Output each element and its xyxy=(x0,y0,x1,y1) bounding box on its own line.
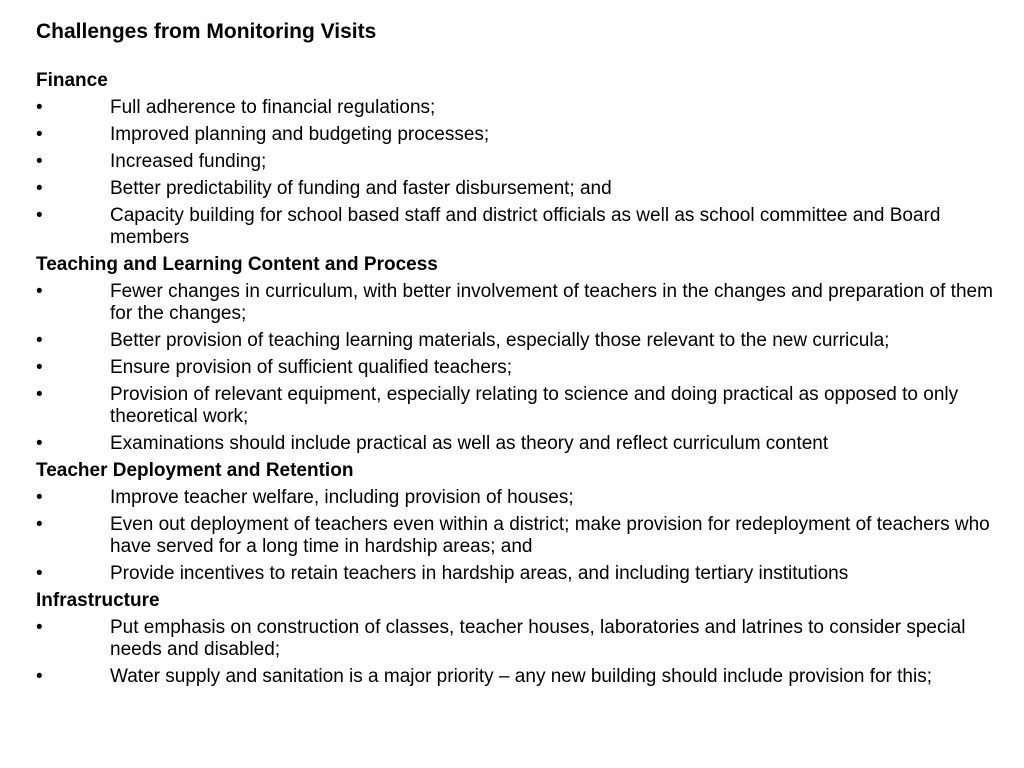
list-item-text: Full adherence to financial regulations; xyxy=(110,97,436,118)
section-heading: Finance xyxy=(36,70,108,91)
list-item xyxy=(36,563,996,585)
list-item xyxy=(36,514,996,558)
list-item xyxy=(36,178,996,200)
bullet-icon: • xyxy=(36,151,43,172)
list-item xyxy=(36,97,996,119)
bullet-icon: • xyxy=(36,384,43,405)
list-item-text: Examinations should include practical as well as theory and reflect curriculum content xyxy=(110,433,829,454)
bullet-list xyxy=(36,617,996,688)
list-item xyxy=(36,666,996,688)
list-item xyxy=(36,124,996,146)
section xyxy=(36,70,996,249)
list-item-text: Provide incentives to retain teachers in hardship areas, and including tertiary institutions xyxy=(110,563,849,584)
section xyxy=(36,590,996,688)
list-item xyxy=(36,384,996,428)
list-item-text: Fewer changes in curriculum, with better involvement of teachers in the changes and preparation of them for the changes; xyxy=(110,281,993,324)
bullet-list xyxy=(36,281,996,455)
bullet-icon: • xyxy=(36,357,43,378)
bullet-icon: • xyxy=(36,563,43,584)
bullet-list xyxy=(36,97,996,249)
list-item-text: Increased funding; xyxy=(110,151,267,172)
list-item xyxy=(36,281,996,325)
list-item-text: Capacity building for school based staff and district officials as well as school committee and Board members xyxy=(110,205,941,248)
list-item-text: Better predictability of funding and faster disbursement; and xyxy=(110,178,612,199)
bullet-icon: • xyxy=(36,487,43,508)
list-item-text: Better provision of teaching learning materials, especially those relevant to the new curricula; xyxy=(110,330,890,351)
bullet-list xyxy=(36,487,996,585)
list-item-text: Ensure provision of sufficient qualified teachers; xyxy=(110,357,513,378)
page-title: Challenges from Monitoring Visits xyxy=(36,20,377,43)
list-item-text: Improve teacher welfare, including provision of houses; xyxy=(110,487,574,508)
sections-container xyxy=(36,70,996,688)
list-item xyxy=(36,357,996,379)
list-item-text: Improved planning and budgeting processes; xyxy=(110,124,490,145)
list-item xyxy=(36,487,996,509)
list-item xyxy=(36,151,996,173)
bullet-icon: • xyxy=(36,124,43,145)
bullet-icon: • xyxy=(36,666,43,687)
section xyxy=(36,254,996,455)
list-item-text: Put emphasis on construction of classes, teacher houses, laboratories and latrines to consider special needs and disabled; xyxy=(110,617,966,660)
bullet-icon: • xyxy=(36,433,43,454)
section-heading: Infrastructure xyxy=(36,590,160,611)
slide xyxy=(36,18,996,693)
list-item xyxy=(36,330,996,352)
bullet-icon: • xyxy=(36,205,43,226)
section-heading: Teaching and Learning Content and Process xyxy=(36,254,438,275)
bullet-icon: • xyxy=(36,97,43,118)
list-item-text: Water supply and sanitation is a major priority – any new building should include provision for this; xyxy=(110,666,933,687)
list-item xyxy=(36,617,996,661)
bullet-icon: • xyxy=(36,514,43,535)
list-item xyxy=(36,433,996,455)
bullet-icon: • xyxy=(36,281,43,302)
list-item-text: Even out deployment of teachers even within a district; make provision for redeployment of teachers who have served for a long time in hardship areas; and xyxy=(110,514,990,557)
list-item xyxy=(36,205,996,249)
section-heading: Teacher Deployment and Retention xyxy=(36,460,354,481)
bullet-icon: • xyxy=(36,617,43,638)
list-item-text: Provision of relevant equipment, especially relating to science and doing practical as opposed to only theoretical work; xyxy=(110,384,959,427)
bullet-icon: • xyxy=(36,330,43,351)
section xyxy=(36,460,996,585)
bullet-icon: • xyxy=(36,178,43,199)
